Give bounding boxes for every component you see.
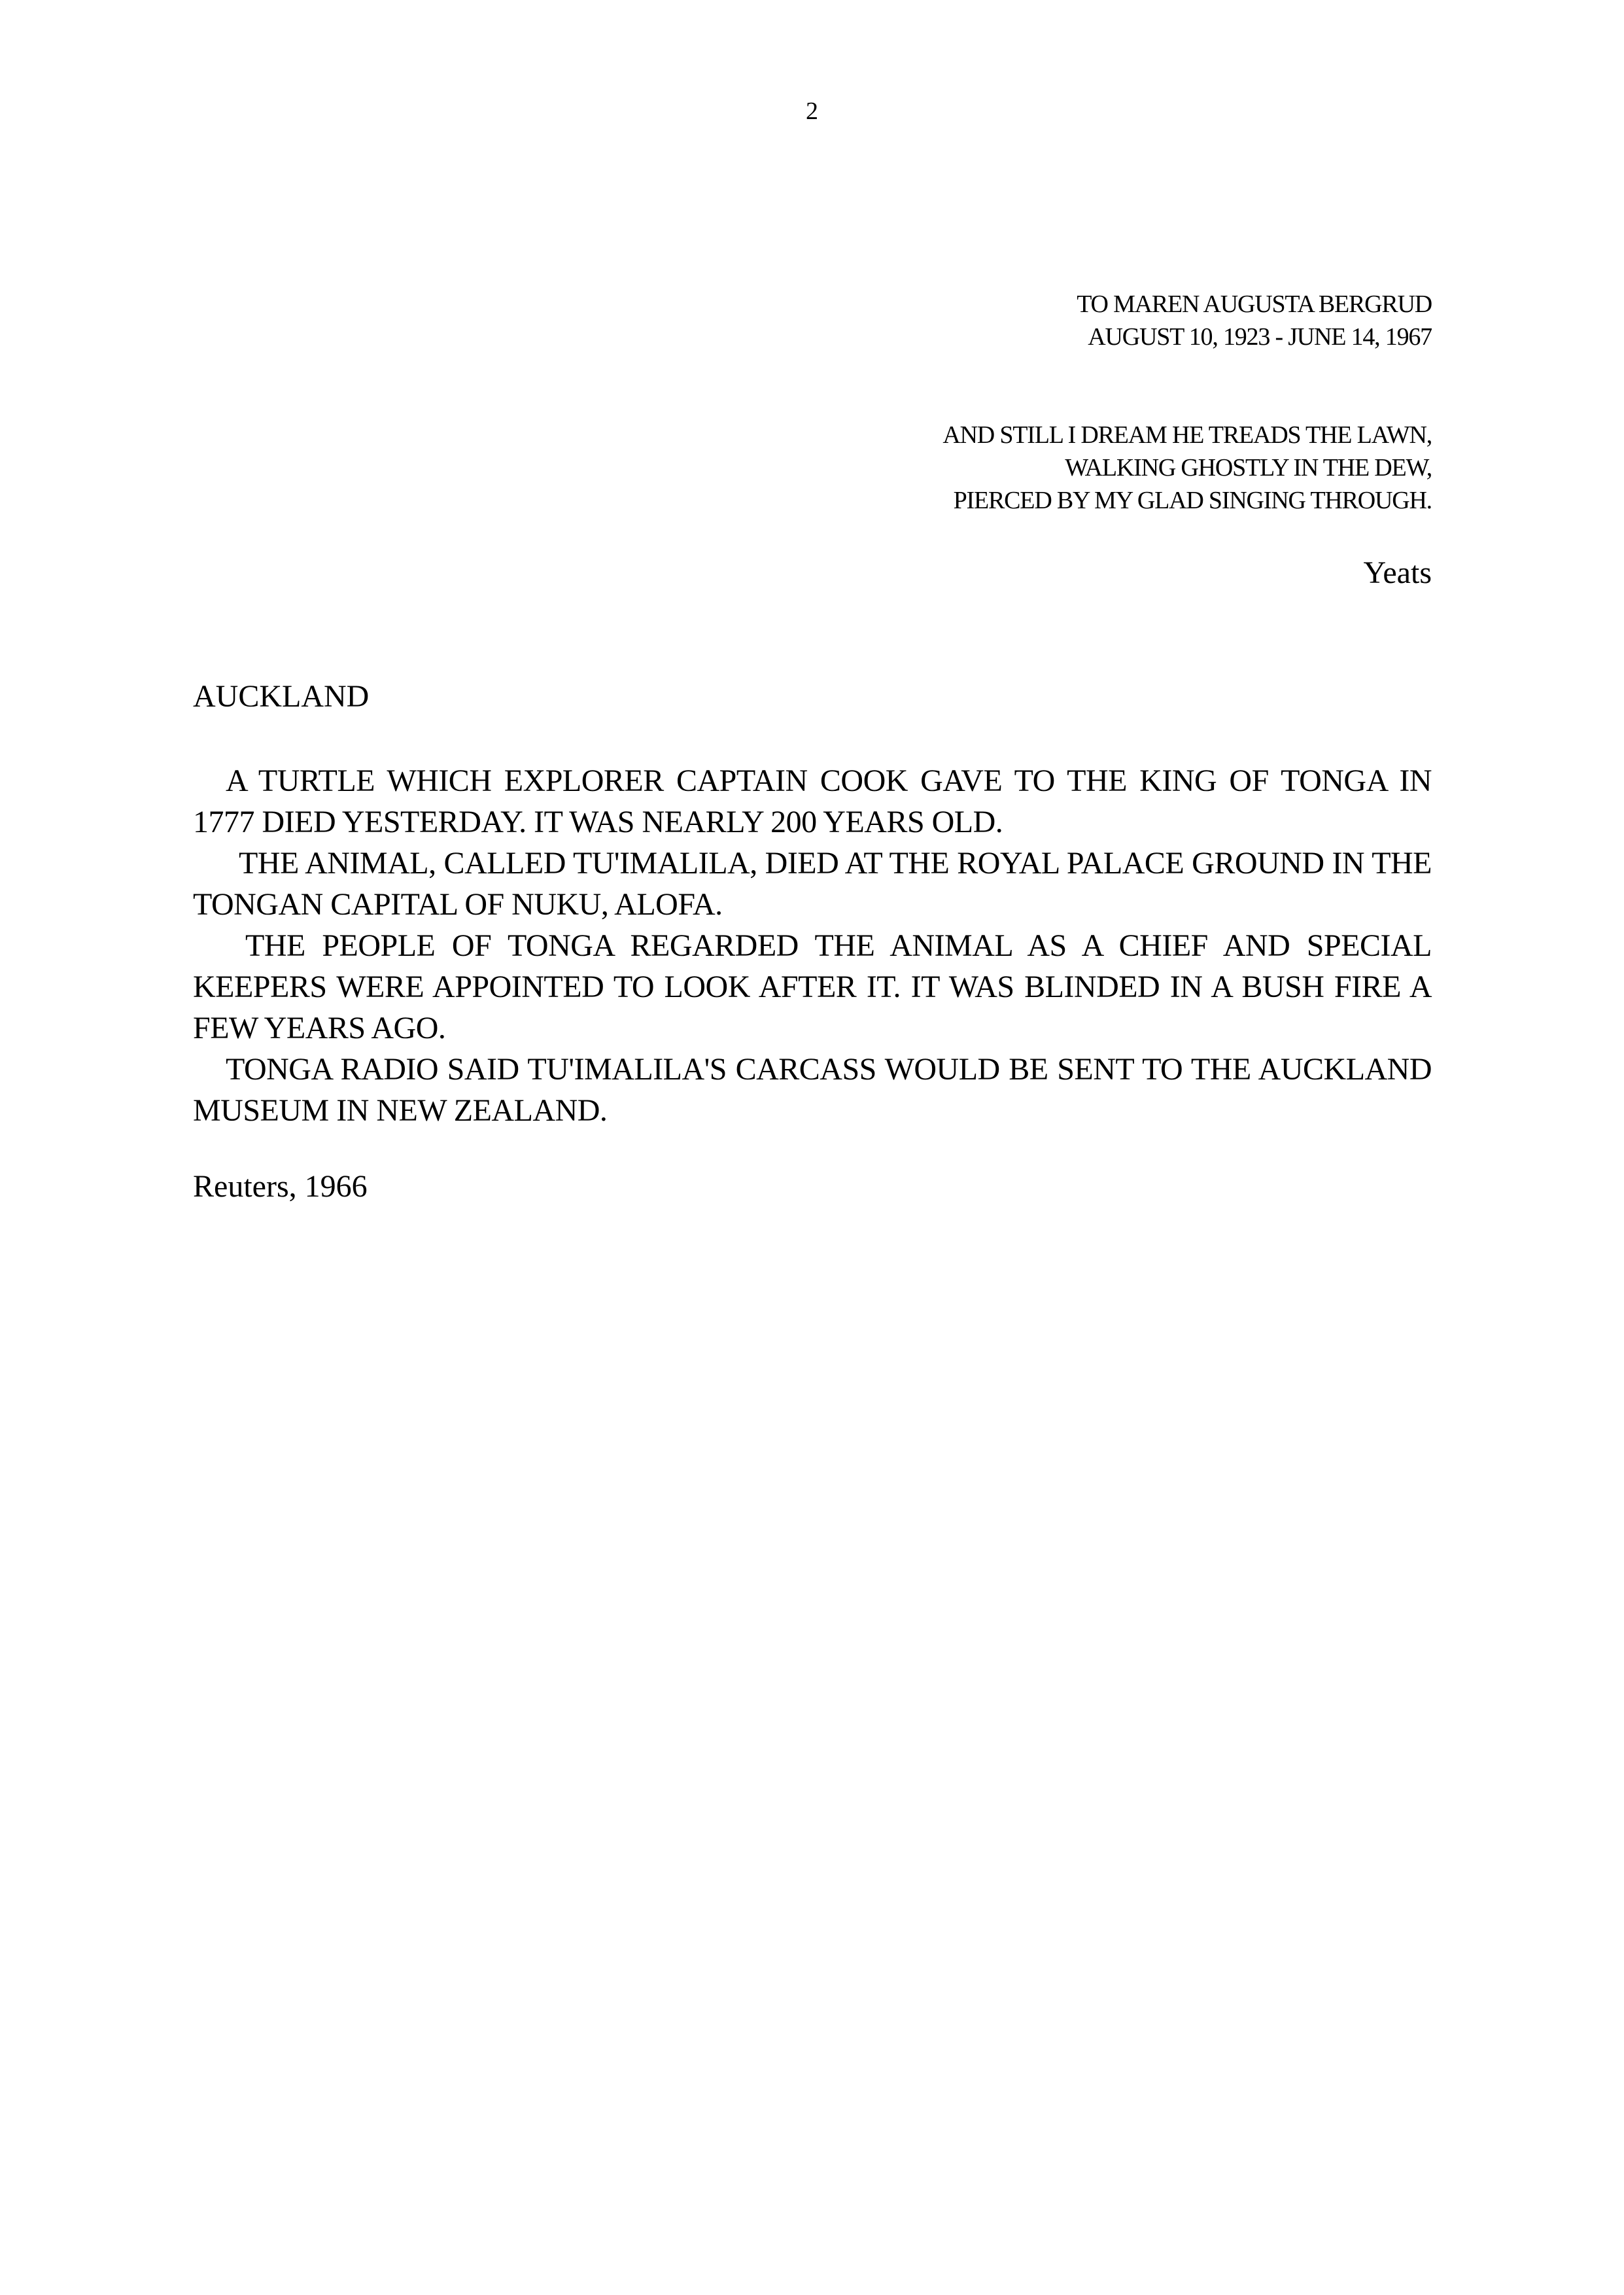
article-paragraph: THE PEOPLE OF TONGA REGARDED THE ANIMAL AS A CHIEF AND SPECIAL KEEPERS WERE APPOINTED TO LOOK AFTER IT. IT WAS BLINDED IN A BUSH FIRE A FEW YEARS AGO. (193, 928, 1432, 1045)
epigraph-line: PIERCED BY MY GLAD SINGING THROUGH. (953, 487, 1432, 514)
page-number: 2 (806, 97, 818, 125)
source-credit: Reuters, 1966 (193, 1169, 368, 1204)
dedication-name: TO MAREN AUGUSTA BERGRUD (1077, 290, 1432, 318)
dateline: AUCKLAND (193, 679, 370, 714)
dedication-dates: AUGUST 10, 1923 - JUNE 14, 1967 (1088, 323, 1432, 351)
epigraph (942, 419, 1432, 517)
article-paragraph: A TURTLE WHICH EXPLORER CAPTAIN COOK GAVE TO THE KING OF TONGA IN 1777 DIED YESTERDAY. IT WAS NEARLY 200 YEARS OLD. (193, 763, 1432, 839)
epigraph-line: WALKING GHOSTLY IN THE DEW, (1065, 454, 1432, 482)
dedication (1077, 288, 1432, 353)
epigraph-author: Yeats (1363, 555, 1432, 590)
article-body (193, 760, 1432, 1131)
article-paragraph: THE ANIMAL, CALLED TU'IMALILA, DIED AT THE ROYAL PALACE GROUND IN THE TONGAN CAPITAL OF NUKU, ALOFA. (193, 846, 1432, 922)
epigraph-line: AND STILL I DREAM HE TREADS THE LAWN, (942, 421, 1432, 449)
article-paragraph: TONGA RADIO SAID TU'IMALILA'S CARCASS WOULD BE SENT TO THE AUCKLAND MUSEUM IN NEW ZEALAND. (193, 1052, 1432, 1128)
